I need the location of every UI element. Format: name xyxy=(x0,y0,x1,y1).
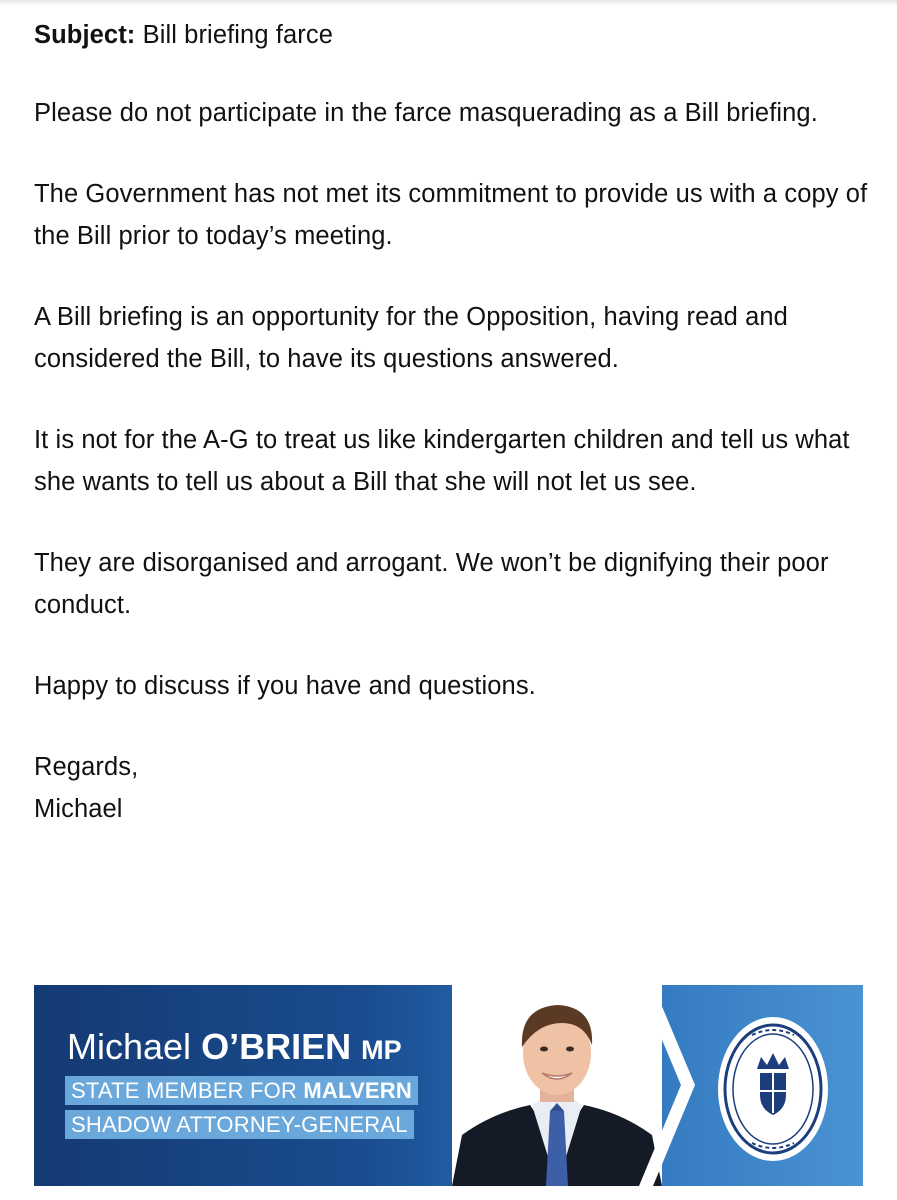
signature-banner xyxy=(34,985,863,1186)
sender-name: Michael xyxy=(34,795,123,823)
subject-text: Bill briefing farce xyxy=(142,21,333,49)
banner-suffix: MP xyxy=(361,1035,402,1065)
paragraph: A Bill briefing is an opportunity for the Opposition, having read and considered the Bill, to have its questions answered. xyxy=(34,303,788,373)
paragraph: Happy to discuss if you have and questions. xyxy=(34,672,536,700)
role-strip-shadow xyxy=(65,1110,414,1139)
banner-first-name: Michael xyxy=(67,1026,192,1067)
portrait-photo xyxy=(452,985,662,1186)
parliament-of-victoria-seal xyxy=(716,1015,830,1163)
role-1-electorate: MALVERN xyxy=(303,1078,412,1103)
banner-last-name: O’BRIEN xyxy=(201,1026,352,1067)
paragraph: Please do not participate in the farce masquerading as a Bill briefing. xyxy=(34,99,818,127)
subject-label: Subject: xyxy=(34,21,136,49)
chevron-divider-icon xyxy=(639,985,699,1186)
banner-name xyxy=(67,1027,402,1070)
paragraph: The Government has not met its commitment to provide us with a copy of the Bill prior to today’s meeting. xyxy=(34,180,868,250)
role-1-prefix: STATE MEMBER FOR xyxy=(71,1078,298,1103)
paragraph: They are disorganised and arrogant. We won’t be dignifying their poor conduct. xyxy=(34,549,829,619)
email-subject-line xyxy=(34,14,874,56)
role-strip-member xyxy=(65,1076,418,1105)
closing-text: Regards, xyxy=(34,753,139,781)
email-body xyxy=(34,14,874,830)
paragraph: It is not for the A-G to treat us like kindergarten children and tell us what she wants to tell us about a Bill that she will not let us see. xyxy=(34,426,850,496)
role-2-title: SHADOW ATTORNEY-GENERAL xyxy=(71,1112,408,1137)
top-divider xyxy=(0,0,897,6)
